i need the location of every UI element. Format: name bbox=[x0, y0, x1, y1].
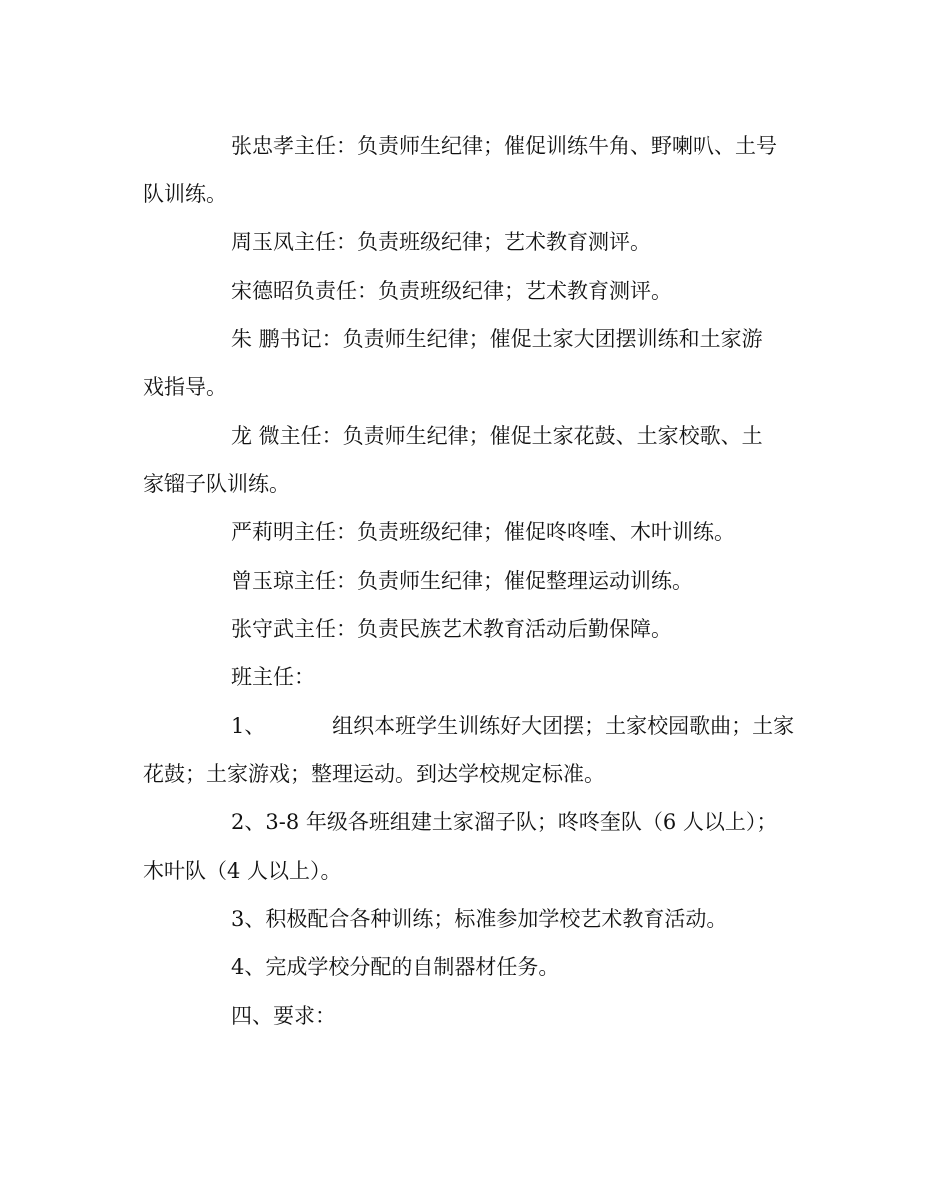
paragraph-line: 木叶队（4 人以上）。 bbox=[143, 859, 342, 883]
paragraph-line: 花鼓；土家游戏；整理运动。到达学校规定标准。 bbox=[143, 762, 605, 786]
paragraph-line: 家镏子队训练。 bbox=[143, 472, 290, 496]
paragraph-line: 曾玉琼主任：负责师生纪律；催促整理运动训练。 bbox=[231, 569, 693, 593]
paragraph-line: 严莉明主任：负责班级纪律；催促咚咚喹、木叶训练。 bbox=[231, 520, 735, 544]
paragraph-line: 张忠孝主任：负责师生纪律；催促训练牛角、野喇叭、土号 bbox=[231, 134, 777, 158]
paragraph-line: 2、3-8 年级各班组建土家溜子队；咚咚奎队（6 人以上）； bbox=[231, 810, 778, 834]
paragraph-line: 戏指导。 bbox=[143, 375, 227, 399]
paragraph-line: 张守武主任：负责民族艺术教育活动后勤保障。 bbox=[231, 617, 672, 641]
paragraph-line: 4、完成学校分配的自制器材任务。 bbox=[231, 955, 560, 979]
paragraph-line: 朱 鹏书记：负责师生纪律；催促土家大团摆训练和土家游 bbox=[231, 327, 763, 351]
paragraph-line: 宋德昭负责任：负责班级纪律；艺术教育测评。 bbox=[231, 279, 672, 303]
paragraph-line: 3、积极配合各种训练；标准参加学校艺术教育活动。 bbox=[231, 907, 728, 931]
paragraph-line: 1、 组织本班学生训练好大团摆；土家校园歌曲；土家 bbox=[231, 714, 795, 738]
section-heading: 班主任： bbox=[231, 665, 315, 689]
paragraph-line: 周玉凤主任：负责班级纪律；艺术教育测评。 bbox=[231, 230, 651, 254]
paragraph-line: 龙 微主任：负责师生纪律；催促土家花鼓、土家校歌、土 bbox=[231, 424, 763, 448]
paragraph-line: 队训练。 bbox=[143, 182, 227, 206]
section-heading: 四、要求： bbox=[231, 1004, 336, 1028]
